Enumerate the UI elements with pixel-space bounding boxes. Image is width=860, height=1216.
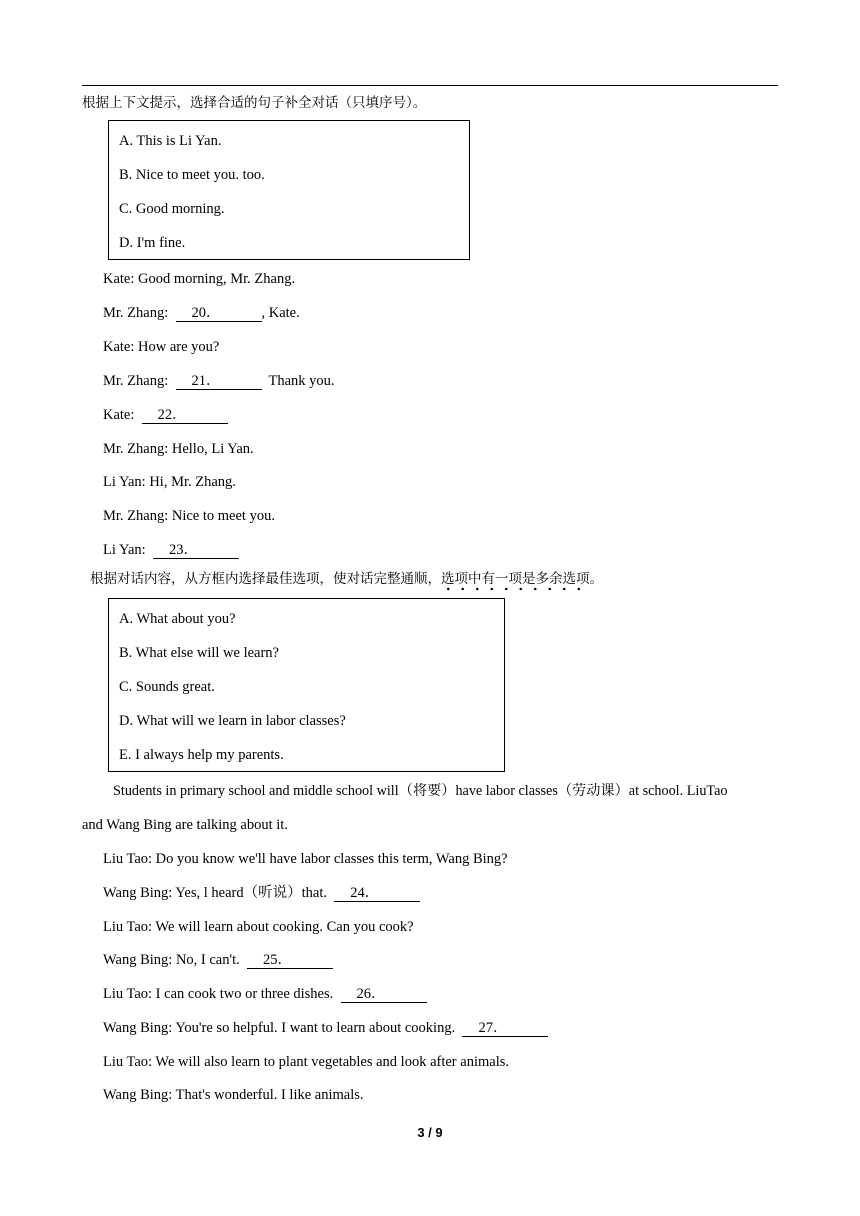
option-c: C. Good morning.: [119, 201, 225, 217]
answer-blank-25[interactable]: 25．: [247, 952, 333, 969]
dialogue-line: Liu Tao: Do you know we'll have labor classes this term, Wang Bing?: [103, 851, 508, 867]
option-d: D. I'm fine.: [119, 235, 186, 251]
option-b: B. Nice to meet you. too.: [119, 167, 265, 183]
dialogue-line: Liu Tao: I can cook two or three dishes. 26．: [103, 985, 427, 1003]
instruction-1: 根据上下文提示，选择合适的句子补全对话（只填序号）。: [82, 95, 427, 111]
option-e: E. I always help my parents.: [119, 747, 284, 763]
dialogue-line: Wang Bing: That's wonderful. I like animals.: [103, 1087, 364, 1103]
answer-blank-26[interactable]: 26．: [341, 986, 427, 1003]
answer-blank-23[interactable]: 23．: [153, 542, 239, 559]
dialogue-line: Kate: Good morning, Mr. Zhang.: [103, 271, 296, 287]
answer-blank-20[interactable]: 20．: [176, 305, 262, 322]
dialogue-line: Wang Bing: Yes, l heard（听说）that. 24．: [103, 884, 420, 902]
dialogue-line: Wang Bing: No, I can't. 25．: [103, 951, 333, 969]
answer-blank-24[interactable]: 24．: [334, 885, 420, 902]
answer-blank-27[interactable]: 27．: [462, 1020, 548, 1037]
option-a: A. This is Li Yan.: [119, 133, 222, 149]
dialogue-line: Mr. Zhang: Hello, Li Yan.: [103, 441, 254, 457]
emphasis-text: 选项中有一项是多余选项: [441, 571, 590, 591]
intro-paragraph-line-1: Students in primary school and middle school will（将要）have labor classes（劳动课）at school. LiuTao: [113, 783, 728, 799]
dialogue-line: Li Yan: 23．: [103, 541, 239, 559]
option-b: B. What else will we learn?: [119, 645, 279, 661]
answer-blank-22[interactable]: 22．: [142, 407, 228, 424]
dialogue-line: Li Yan: Hi, Mr. Zhang.: [103, 474, 236, 490]
option-d: D. What will we learn in labor classes?: [119, 713, 346, 729]
intro-paragraph-line-2: and Wang Bing are talking about it.: [82, 817, 288, 833]
dialogue-line: Liu Tao: We will learn about cooking. Can you cook?: [103, 919, 414, 935]
dialogue-line: Mr. Zhang: Nice to meet you.: [103, 508, 275, 524]
page-number: 3 / 9: [417, 1125, 443, 1140]
dialogue-line: Kate: 22．: [103, 406, 228, 424]
option-a: A. What about you?: [119, 611, 236, 627]
option-c: C. Sounds great.: [119, 679, 215, 695]
header-rule: [82, 85, 778, 86]
dialogue-line: Mr. Zhang: 20． , Kate.: [103, 305, 300, 321]
dialogue-line: Mr. Zhang: 21． Thank you.: [103, 373, 335, 389]
instruction-2: 根据对话内容，从方框内选择最佳选项，使对话完整通顺，选项中有一项是多余选项。: [90, 570, 603, 588]
answer-blank-21[interactable]: 21．: [176, 373, 262, 390]
dialogue-line: Wang Bing: You're so helpful. I want to learn about cooking. 27．: [103, 1019, 548, 1037]
dialogue-line: Kate: How are you?: [103, 339, 220, 355]
dialogue-line: Liu Tao: We will also learn to plant vegetables and look after animals.: [103, 1054, 509, 1070]
